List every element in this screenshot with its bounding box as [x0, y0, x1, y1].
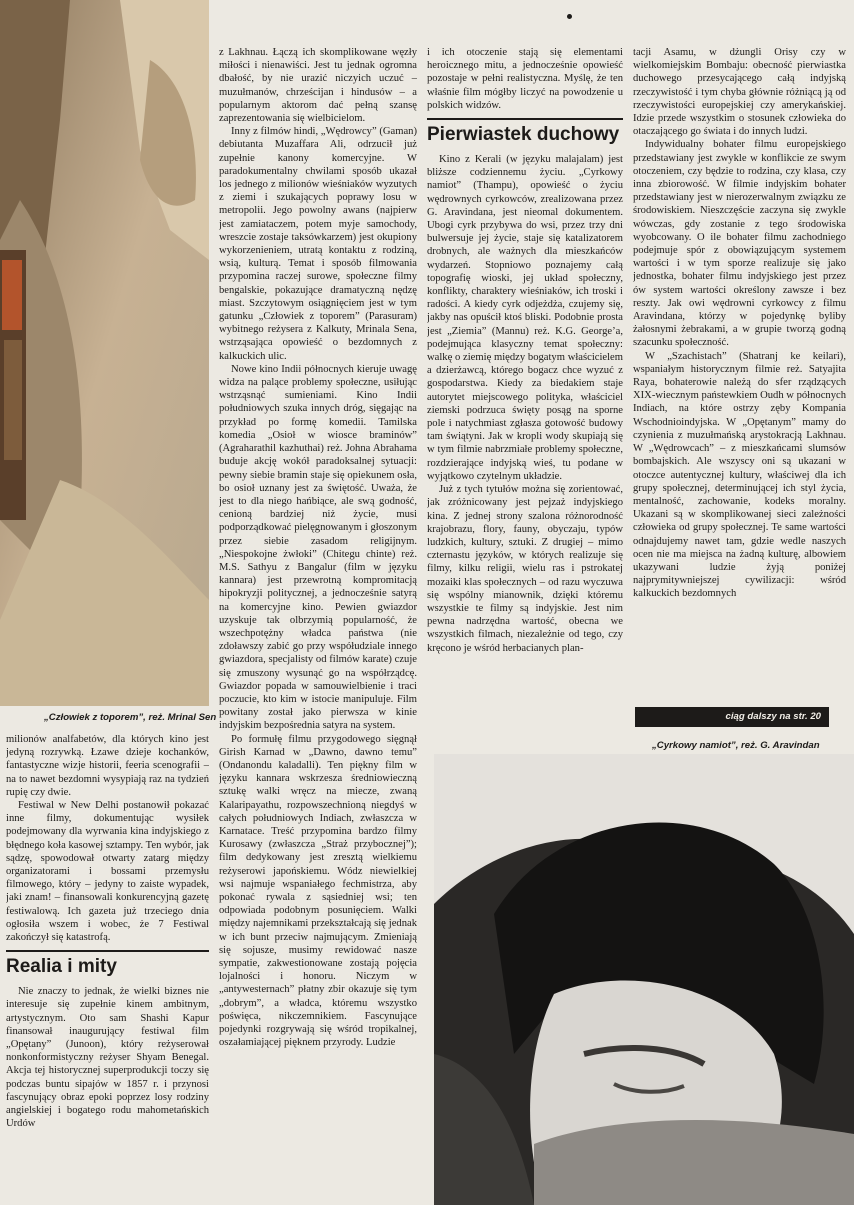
top-photo-man-with-axe	[0, 0, 209, 706]
col2-paragraph: Nowe kino Indii północnych kieruje uwagę widza na palące problemy społeczne, usiłując wstrząsnąć sumieniami. Kino Indii południowych szuka innych dróg, sięgając na przykład po formę komedii. Tamilska komedia „Osioł w wiosce braminów” (Agraharathil kazhuthai) reż. Johna Abrahama buduje akcję wokół paradoksalnej sytuacji: pewny siebie bramin staje się opiekunem osła, bo osioł uznany jest za świętość. Uważa, że jest to dla niego hańbiące, ale swą godność, cenioną bardziej niż życie, musi podporządkować pielęgnowanym i głoszonym przez siebie zasadom religijnym. „Niespokojne żwłoki” (Chitegu chinte) reż. M.S. Sathyu z Bangalur (film w języku kannara) jest przewrotną kompromitacją hipokryzji politycznej, a jednocześnie satyrą na komercyjne kino. Pewien gwiazdor uzyskuje tak olbrzymią popularność, że wszechpotężny władca państwa (nie zdoławszy zabić go przy współudziale innego gwiazdora, specjalisty od filmów karate) czuje się zmuszony wysunąć go na współrządcę. Gwiazdor popada w samouwielbienie i traci poczucie, kto kim w istocie manipuluje. Film powitany został jako pierwsza w kinie indyjskim bezpośrednia satyra na system.	[219, 363, 417, 732]
bottom-photo-child	[434, 754, 854, 1205]
col4-paragraph: Indywidualny bohater filmu europejskiego przedstawiany jest zwykle w konflikcie ze swym otoczeniem, czy będzie to rodzina, czy klasa, czy inna zbiorowość. W filmie indyjskim bohater przedstawiany jest w nierozerwalnym związku ze środowiskiem. Nieszczęście zaczyna się zwykle wówczas, gdy zostanie z tego środowiska wyobcowany. O ile bohater filmu zachodniego podejmuje spór z obowiązującym systemem wartości i w tym sporze realizuje się jako jednostka, bohater filmu indyjskiego jest przez ów system wartości określony zawsze i bez reszty. Jak owi wędrowni cyrkowcy z filmu Aravindana, którzy w pojedynkę byliby żałosnymi żebrakami, a w grupie tworzą godną szacunku społeczność.	[633, 139, 846, 349]
col1-paragraph: milionów analfabetów, dla których kino jest jedyną rozrywką. Łzawe dzieje kochanków, fantastyczne wizje historii, feeria scenografii – na to nawet bezdomni wysypiają raz na tydzień rupię czy dwie.	[6, 734, 209, 798]
col3-paragraph: i ich otoczenie stają się elementami heroicznego mitu, a jednocześnie opowieść pozostaje w pełni realistyczna. Myślę, że ten właśnie film mógłby liczyć na powodzenie u polskich widzów.	[427, 47, 623, 111]
column-4	[633, 46, 846, 694]
section-heading-pierwiastek-duchowy: Pierwiastek duchowy	[427, 118, 623, 145]
col4-paragraph: W „Szachistach” (Shatranj ke keilari), wspaniałym historycznym filmie reż. Satyajita Raya, bohaterowie należą do sfer rządzących XIX-wiecznym państewkiem Oudh w północnych Indiach, na które ostrzy zęby Kompania Wschodnioindyjska. W „Opętanym” mamy do czynienia z muzułmańską arystokracją Lakhnau. W „Wędrowcach” – z mieszkańcami slumsów bombajskich. Ale wszyscy oni są ukazani w otoczce autentycznej kultury, właściwej dla ich grupy społecznej, determinującej ich styl życia, mentalność, zachowanie, kodeks moralny. Ukazani są w skomplikowanej sieci zależności człowieka od grupy społecznej. Te same wartości odnajdujemy nawet tam, gdzie wedle naszych ocen nie ma miejsca na żadną kulturę, albowiem ukazywani ludzie żyją poniżej najprymitywniejszej cywilizacji: wśród kalkuckich bezdomnych	[633, 350, 846, 600]
col2-paragraph: z Lakhnau. Łączą ich skomplikowane węzły miłości i nienawiści. Jest tu jednak ogromna dbałość, by nie urazić niczyich uczuć – muzułmanów, chrześcijan i hindusów – a popularnym aktorom dać pełną szansę zaprezentowania się wielbicielom.	[219, 47, 417, 125]
continued-on-page-box: ciąg dalszy na str. 20	[635, 707, 829, 727]
stone-wall-photo-image	[0, 0, 209, 706]
col2-paragraph: Inny z filmów hindi, „Wędrowcy” (Gaman) debiutanta Muzaffara Ali, odrzucił już zupełnie kanony komercyjne. W paradokumentalny chwilami sposób ukazał los jednego z milionów wieśniaków wyzutych z ziemi i szukających poprawy losu w metropolii. Jego powolny awans (najpierw jest zamiataczem, potem myje samochody, wreszcie zostaje taksówkarzem) jest okupiony wykorzenieniem, utratą kontaktu z rodziną, wsią, kulturą. Temat i sposób filmowania przypomina raczej surowe, społeczne filmy bengalskie, pokazujące dramatyczną nędzę miast. Szczytowym osiągnięciem jest w tym gatunku „Człowiek z toporem” (Parasuram) wybitnego reżysera z Kalkuty, Mrinala Sena, wstrząsająca opowieść o bezdomnych z kalkuckich ulic.	[219, 126, 417, 362]
column-3	[427, 46, 623, 738]
col3-paragraph: Kino z Kerali (w języku malajalam) jest bliższe codziennemu życiu. „Cyrkowy namiot” (Thampu), opowieść o życiu wędrownych cyrkowców, zrealizowana przez G. Aravindana, jest nieomal dokumentem. Ubogi cyrk przybywa do wsi, przez trzy dni bulwersuje jej życie, staje się katalizatorem drobnych, ale ważnych dla mieszkańców wydarzeń. Stopniowo poznajemy całą topografię wioski, jej układ społeczny, konflikty, charaktery wieśniaków, ich troski i radości. A kiedy cyrk odjeżdża, czujemy się, jakby nas opuścił ktoś bliski. Podobnie prosta jest „Ziemia” (Mannu) reż. K.G. George’a, podejmująca klasyczny temat społeczny: walkę o ziemię między bogatym właścicielem a dzierżawcą, którego bogacz chce wyzuć z gospodarstwa. Kiedy za biedakiem staje autorytet miejscowego polityka, właściciel ziemski podrzuca święty posąg na sporne pole i natychmiast zgłasza gotowość budowy tam świątyni. Jak w kropli wody skupiają się w tym filmie nabrzmiałe problemy społeczne, rozdzierające indyjską wieś, tu podane w wyjątkowo czytelnym układzie.	[427, 154, 623, 482]
column-1	[6, 733, 209, 1201]
child-photo-image	[434, 754, 854, 1205]
column-2	[219, 46, 417, 1198]
top-photo-caption: „Człowiek z toporem”, reż. Mrinal Sen	[44, 712, 217, 723]
col1-paragraph: Nie znaczy to jednak, że wielki biznes nie interesuje się zupełnie kinem ambitnym, artystycznym. Oto sam Shashi Kapur finansował inaugurujący festiwal film „Opętany” (Junoon), który reżyserował nonkonformistyczny reżyser Shyam Benegal. Akcja tej historycznej superprodukcji toczy się podczas buntu sipajów w 1857 r. i przynosi fascynujący obraz epoki poprzez losy rodziny angielskiej i bogatego rodu mahometańskich Urdów	[6, 986, 209, 1130]
col3-paragraph: Już z tych tytułów można się zorientować, jak zróżnicowany jest pejzaż indyjskiego kina. Z jednej strony szalona różnorodność krajobrazu, flory, fauny, obyczaju, typów ludzkich, kultury, sztuki. Z drugiej – mimo czternastu języków, w których realizuje się filmy, kilku religii, wielu ras i pstrokatej mozaiki klas społecznych – od razu wyczuwa się wspólny mianownik, dzięki któremu wszystkie te filmy są indyjskie. Jest nim pewna nadrzędna wartość, obecna we wszystkich filmach, niezależnie od tego, czy kręcono je wśród herbacianych plan-	[427, 484, 623, 654]
section-heading-realia-i-mity: Realia i mity	[6, 950, 209, 977]
col2-paragraph: Po formułę filmu przygodowego sięgnął Girish Karnad w „Dawno, dawno temu” (Ondanondu kaladalli). Ten piękny film w języku kannara wskrzesza średniowieczną sztukę walki wręcz na miecze, zwaną Kalaripayathu, rozpowszechnioną niegdyś w całych południowych Indiach, zwłaszcza w Karnatace. Treść przypomina bardzo filmy Kurosawy (zwłaszcza „Straż przybocznej”); film dedykowany jest zresztą wielkiemu reżyserowi japońskiemu. Wódz niewielkiej wsi najmuje wspaniałego fechmistrza, aby pokonać rywala z sąsiedniej wsi; ten odpowiada podobnym posunięciem. Walki między najemnikami przekształcają się jednak w ich bunt przeciw najmującym. Zmieniają się sojusze, musimy rewidować nasze sympatie, zakwestionowane zostają pojęcia lojalności i honoru. Niczym w „antywesternach” płatny zbir okazuje się tym „dobrym”, a władca, któremu wszystko poświęca, nikczemnikiem. Fascynujące pojedynki rozgrywają się wśród tropikalnej, oszałamiającej pięknem przyrody. Ludzie	[219, 733, 417, 1049]
bottom-photo-caption: „Cyrkowy namiot”, reż. G. Aravindan	[652, 740, 820, 751]
col4-paragraph: tacji Asamu, w dżungli Orisy czy w wielkomiejskim Bombaju: obecność pierwiastka duchowego przesycającego całą indyjską rzeczywistość i tym chyba głównie różniącą ją od rzeczywistości europejskiej czy amerykańskiej. Idzie przede wszystkim o stosunek człowieka do otaczającego go świata i do innych ludzi.	[633, 47, 846, 138]
col1-paragraph: Festiwal w New Delhi postanowił pokazać inne filmy, dokumentując wysiłek podejmowany dla wyrwania kina indyjskiego z błędnego koła kasowej sztampy. Ten wybór, jak sądzę, spowodował otwarty zatarg między organizatorami i bossami przemysłu filmowego, który – jedyny to zaiste wypadek, jaki znam! – finansowali konkurencyjną gazetę festiwalową. Ich gazeta już trzeciego dnia ogłosiła wszem i wobec, że 7 Festiwal zakończył się katastrofą.	[6, 800, 209, 944]
print-mark-dot	[567, 14, 572, 19]
